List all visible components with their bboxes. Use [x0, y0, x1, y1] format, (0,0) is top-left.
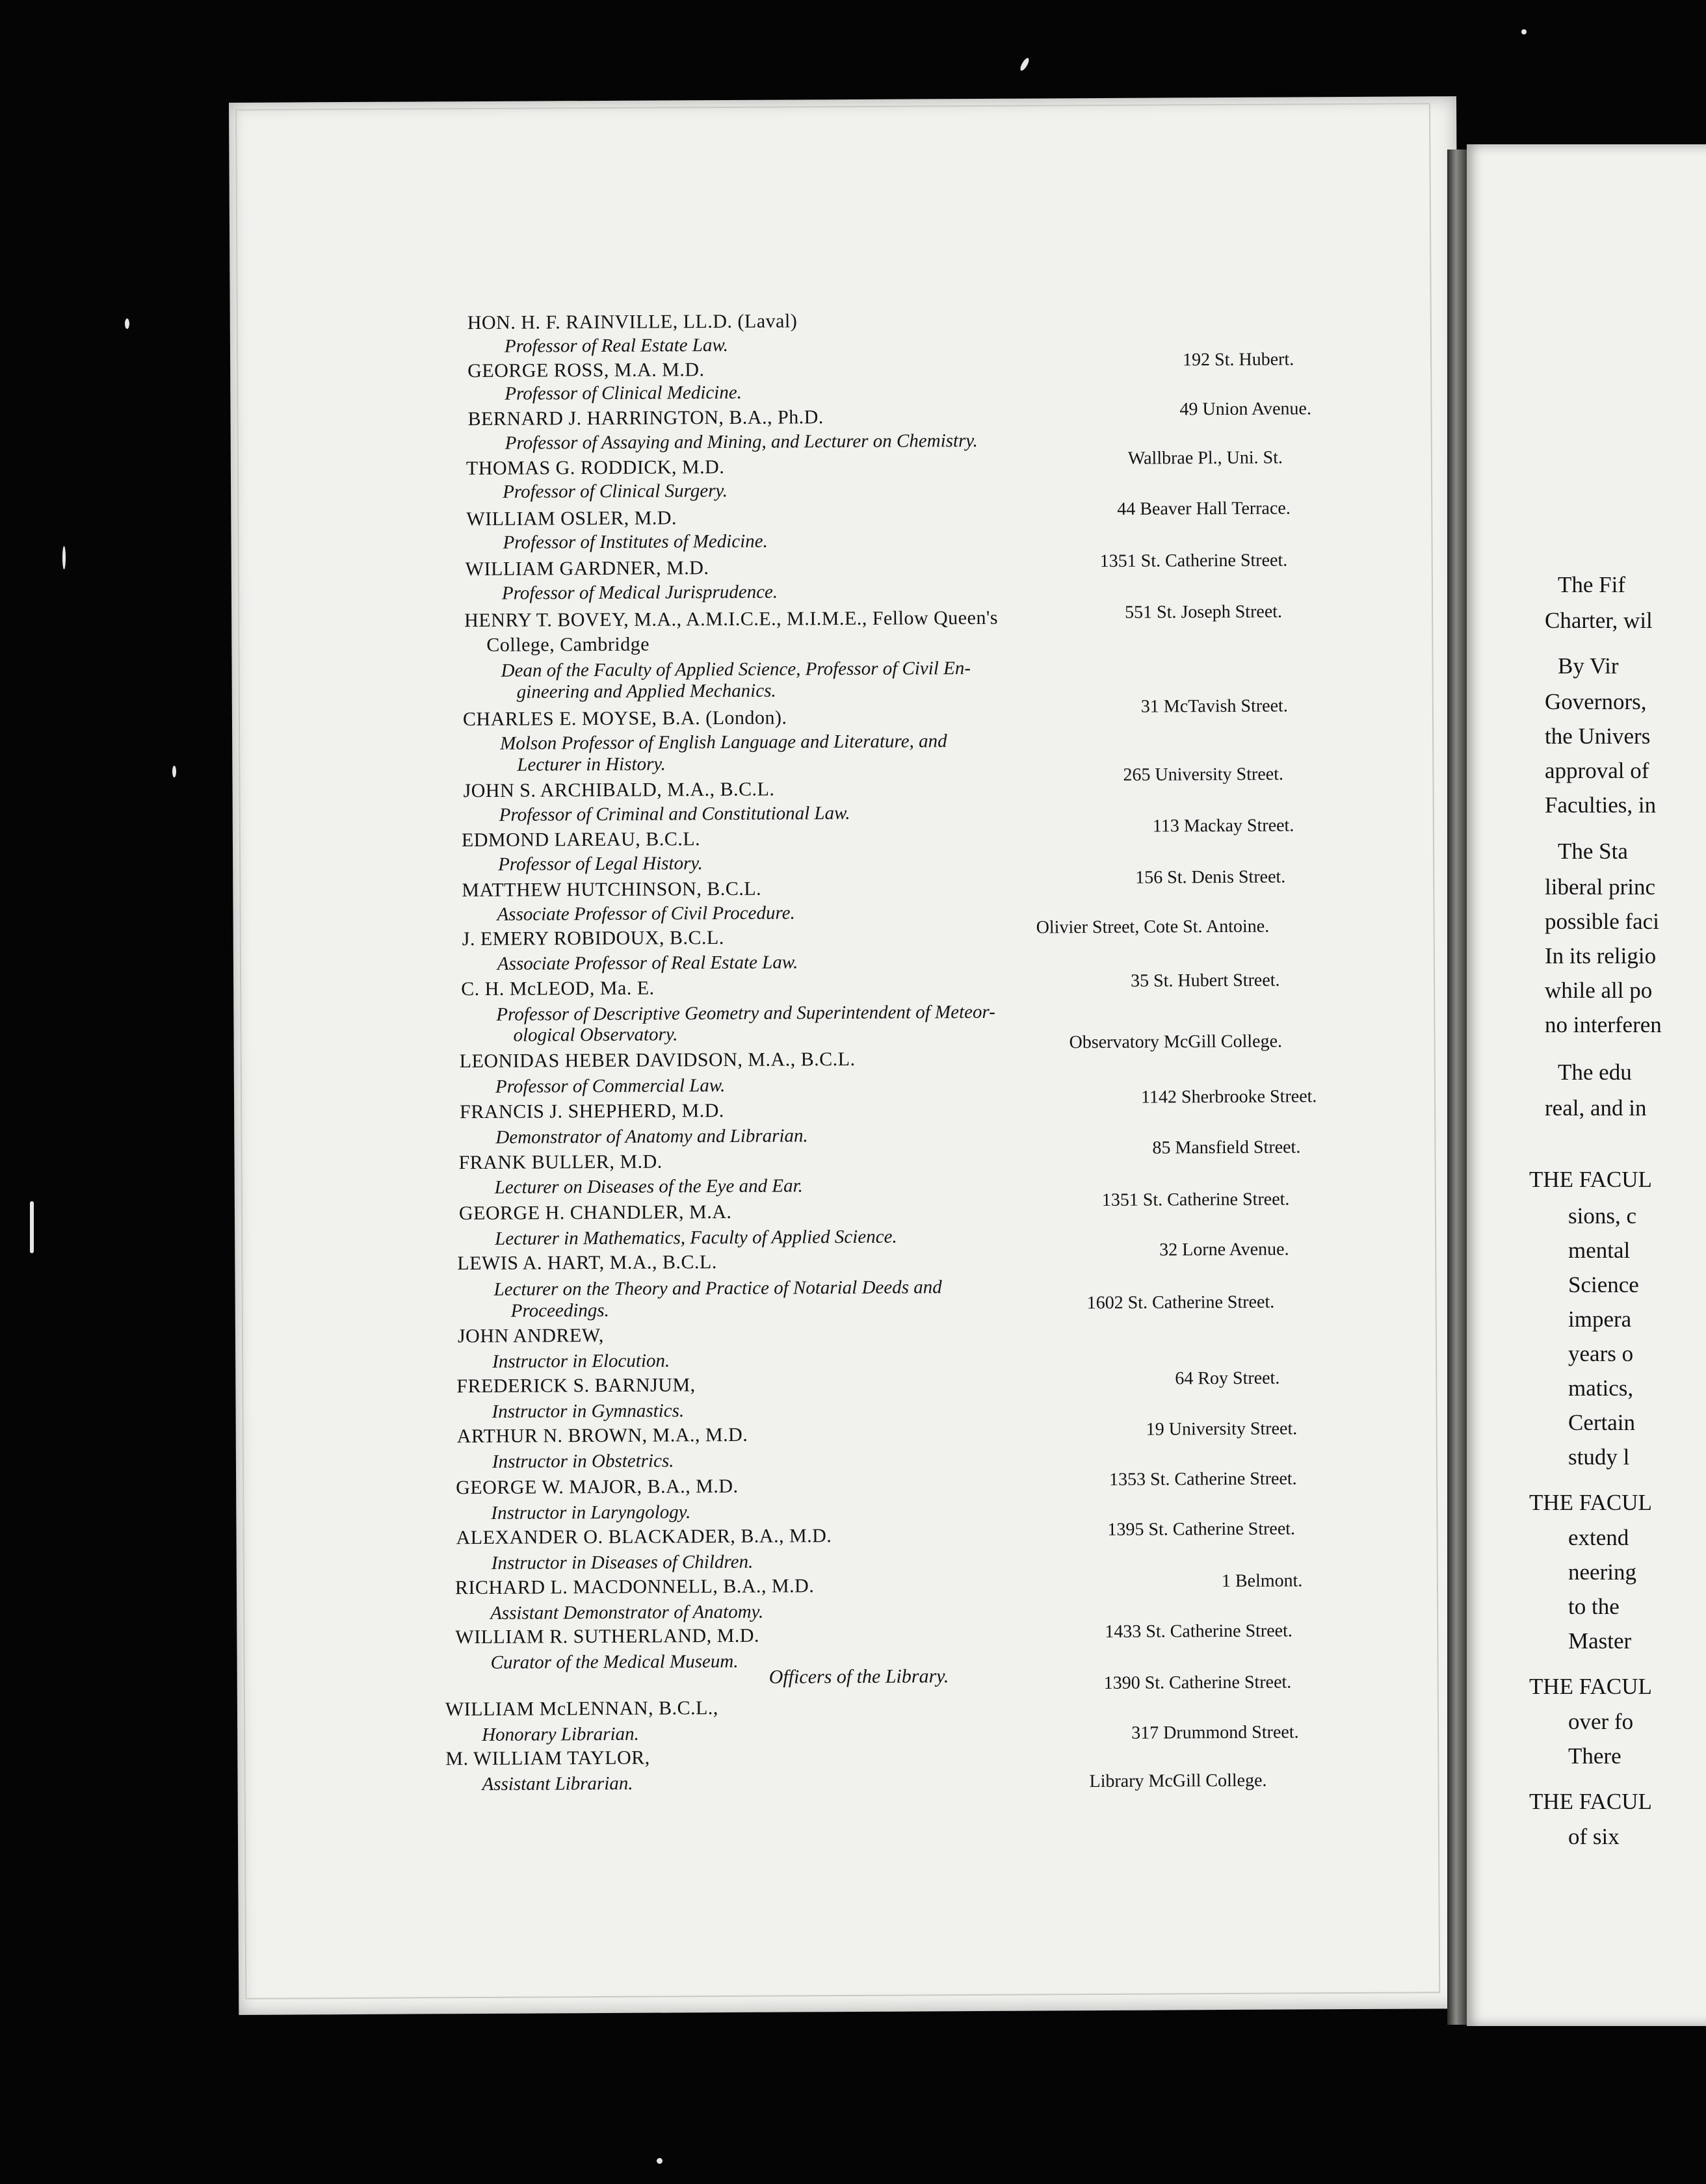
entry-title: Lecturer in Mathematics, Faculty of Applied Science. [495, 1226, 897, 1249]
right-page-line: Certain [1568, 1410, 1636, 1435]
entry-title: Professor of Real Estate Law. [504, 334, 729, 357]
right-page-line: In its religio [1545, 943, 1657, 968]
entry-name: FRANK BULLER, M.D. [458, 1150, 663, 1174]
entry-name: HENRY T. BOVEY, M.A., A.M.I.C.E., M.I.M.E., Fellow Queen's [464, 606, 999, 632]
entry-name: FRANCIS J. SHEPHERD, M.D. [460, 1100, 724, 1123]
entry-title: gineering and Applied Mechanics. [516, 680, 776, 703]
entry-name: ARTHUR N. BROWN, M.A., M.D. [456, 1424, 748, 1448]
right-page-line: Faculties, in [1545, 792, 1657, 818]
right-page-line: sions, c [1568, 1203, 1636, 1228]
entry-name: C. H. McLEOD, Ma. E. [461, 977, 655, 1000]
entry-name: CHARLES E. MOYSE, B.A. (London). [462, 707, 787, 731]
right-page-line: The Fif [1558, 572, 1626, 597]
entry-title: Proceedings. [510, 1299, 609, 1321]
entry-address: 35 St. Hubert Street. [1131, 970, 1280, 991]
entry-address: 32 Lorne Avenue. [1159, 1239, 1289, 1260]
entry-address: 85 Mansfield Street. [1152, 1137, 1301, 1158]
entry-address: 265 University Street. [1123, 764, 1284, 785]
entry-title: Professor of Clinical Surgery. [503, 480, 728, 502]
entry-name: GEORGE W. MAJOR, B.A., M.D. [456, 1475, 739, 1499]
entry-address: 551 St. Joseph Street. [1125, 601, 1283, 623]
entry-name: LEONIDAS HEBER DAVIDSON, M.A., B.C.L. [459, 1048, 856, 1072]
right-page-line: study l [1568, 1444, 1630, 1470]
entry-address: 1351 St. Catherine Street. [1099, 550, 1288, 571]
right-page-line: By Vir [1558, 653, 1619, 679]
entry-name: WILLIAM R. SUTHERLAND, M.D. [455, 1624, 760, 1648]
right-page-line: of six [1568, 1824, 1620, 1849]
entry-address: 44 Beaver Hall Terrace. [1117, 498, 1291, 519]
entry-title: Dean of the Faculty of Applied Science, Professor of Civil En- [501, 658, 971, 681]
entry-name: GEORGE H. CHANDLER, M.A. [458, 1201, 732, 1225]
entry-title: Professor of Commercial Law. [495, 1075, 726, 1097]
entry-address: Wallbrae Pl., Uni. St. [1127, 447, 1283, 469]
right-page-line: Master [1568, 1628, 1632, 1654]
entry-address: 1390 St. Catherine Street. [1103, 1672, 1292, 1693]
library-entry-title: Assistant Librarian. [482, 1773, 633, 1795]
dust-speck [657, 2158, 663, 2164]
right-page-line: matics, [1568, 1375, 1634, 1401]
entry-address: 1142 Sherbrooke Street. [1140, 1086, 1317, 1108]
right-page-line: mental [1568, 1238, 1631, 1263]
right-page-line: Charter, wil [1545, 608, 1653, 633]
right-page-line: Governors, [1545, 689, 1647, 714]
right-page-line: The edu [1558, 1060, 1632, 1085]
dust-speck [172, 766, 176, 777]
entry-title: Assistant Demonstrator of Anatomy. [490, 1601, 764, 1624]
entry-title: Professor of Medical Jurisprudence. [501, 581, 778, 604]
entry-address: 1 Belmont. [1221, 1570, 1303, 1592]
dust-speck [62, 546, 66, 569]
dust-speck [30, 1201, 34, 1253]
right-page-line: extend [1568, 1525, 1629, 1550]
entry-address: Observatory McGill College. [1069, 1031, 1283, 1053]
entry-address: 31 McTavish Street. [1140, 696, 1288, 717]
entry-address: 192 St. Hubert. [1183, 349, 1294, 370]
right-page-line: the Univers [1545, 723, 1651, 749]
right-page-line: THE FACUL [1529, 1167, 1652, 1192]
library-entry-name: WILLIAM McLENNAN, B.C.L., [445, 1697, 718, 1721]
entry-title: Professor of Descriptive Geometry and Superintendent of Meteor- [496, 1001, 995, 1025]
entry-name: EDMOND LAREAU, B.C.L. [461, 828, 701, 852]
entry-title: Professor of Criminal and Constitutional Law. [499, 803, 850, 826]
entry-title: Curator of the Medical Museum. [490, 1650, 739, 1673]
entry-name: WILLIAM GARDNER, M.D. [465, 557, 709, 580]
entry-address: 1353 St. Catherine Street. [1109, 1468, 1297, 1490]
entry-address: 1351 St. Catherine Street. [1101, 1189, 1290, 1210]
right-page-line: Science [1568, 1272, 1639, 1297]
entry-name: RICHARD L. MACDONNELL, B.A., M.D. [454, 1575, 815, 1599]
entry-title: Associate Professor of Real Estate Law. [497, 952, 798, 974]
entry-title: Professor of Assaying and Mining, and Lecturer on Chemistry. [505, 430, 978, 454]
entry-title: Instructor in Gymnastics. [492, 1400, 685, 1422]
entry-title: Instructor in Elocution. [492, 1350, 670, 1372]
right-page-line: no interferen [1545, 1012, 1662, 1037]
library-entry-name: M. WILLIAM TAYLOR, [445, 1747, 650, 1770]
dust-speck [125, 318, 129, 329]
right-page-line: years o [1568, 1341, 1634, 1366]
right-page-line: over fo [1568, 1709, 1634, 1734]
entry-address: 156 St. Denis Street. [1135, 866, 1286, 888]
entry-address: 113 Mackay Street. [1152, 815, 1294, 837]
entry-title: Lecturer on Diseases of the Eye and Ear. [494, 1175, 803, 1198]
entry-title: Professor of Clinical Medicine. [505, 382, 742, 404]
entry-address: Olivier Street, Cote St. Antoine. [1036, 916, 1270, 938]
library-entry-title: Honorary Librarian. [482, 1723, 639, 1745]
entry-name: BERNARD J. HARRINGTON, B.A., Ph.D. [467, 406, 824, 430]
entry-title: ological Observatory. [513, 1024, 678, 1046]
right-page-line: approval of [1545, 758, 1649, 783]
entry-name-continued: College, Cambridge [486, 633, 650, 656]
entry-name: GEORGE ROSS, M.A. M.D. [467, 359, 705, 382]
entry-name: J. EMERY ROBIDOUX, B.C.L. [462, 927, 724, 950]
entry-address: 64 Roy Street. [1175, 1368, 1280, 1389]
right-page-line: to the [1568, 1594, 1620, 1619]
entry-title: Demonstrator of Anatomy and Librarian. [495, 1125, 808, 1148]
entry-title: Associate Professor of Civil Procedure. [497, 902, 795, 925]
entry-address: 49 Union Avenue. [1179, 398, 1312, 420]
entry-title: Professor of Legal History. [498, 853, 703, 875]
right-page-line: THE FACUL [1529, 1674, 1652, 1699]
entry-title: Instructor in Laryngology. [491, 1502, 691, 1524]
entry-name: FREDERICK S. BARNJUM, [456, 1374, 696, 1398]
left-page [229, 96, 1466, 2015]
entry-name: ALEXANDER O. BLACKADER, B.A., M.D. [456, 1525, 832, 1549]
entry-address: 1602 St. Catherine Street. [1086, 1292, 1275, 1314]
entry-address: 1433 St. Catherine Street. [1105, 1620, 1293, 1642]
right-page-line: neering [1568, 1559, 1636, 1585]
entry-title: Molson Professor of English Language and Literature, and [500, 731, 947, 754]
entry-title: Lecturer on the Theory and Practice of Notarial Deeds and [493, 1277, 942, 1300]
entry-title: Lecturer in History. [517, 753, 666, 775]
entry-address: 1395 St. Catherine Street. [1107, 1518, 1296, 1540]
entry-title: Instructor in Obstetrics. [492, 1450, 674, 1472]
entry-name: MATTHEW HUTCHINSON, B.C.L. [462, 878, 762, 902]
library-heading: Officers of the Library. [768, 1665, 949, 1688]
right-page-line: THE FACUL [1529, 1789, 1652, 1814]
book-spine [1447, 150, 1467, 2025]
right-page-line: The Sta [1558, 838, 1628, 864]
right-page-line: impera [1568, 1306, 1632, 1332]
dust-speck [1521, 29, 1527, 34]
library-entry-address: 317 Drummond Street. [1131, 1722, 1299, 1743]
right-page-line: THE FACUL [1529, 1490, 1652, 1515]
entry-name: THOMAS G. RODDICK, M.D. [466, 456, 725, 480]
right-page-line: real, and in [1545, 1095, 1647, 1121]
entry-title: Instructor in Diseases of Children. [491, 1551, 754, 1574]
entry-name: JOHN ANDREW, [457, 1325, 604, 1347]
library-entry-address: Library McGill College. [1089, 1770, 1267, 1792]
entry-name: JOHN S. ARCHIBALD, M.A., B.C.L. [463, 778, 775, 802]
right-page-line: while all po [1545, 978, 1653, 1003]
dust-speck [1019, 57, 1030, 72]
entry-title: Professor of Institutes of Medicine. [503, 530, 768, 553]
entry-name: LEWIS A. HART, M.A., B.C.L. [457, 1251, 717, 1275]
right-page-line: possible faci [1545, 909, 1659, 934]
right-page-line: liberal princ [1545, 874, 1656, 900]
entry-name: HON. H. F. RAINVILLE, LL.D. (Laval) [467, 310, 798, 334]
entry-name: WILLIAM OSLER, M.D. [466, 507, 677, 530]
entry-address: 19 University Street. [1146, 1418, 1298, 1440]
right-page-line: There [1568, 1743, 1621, 1769]
